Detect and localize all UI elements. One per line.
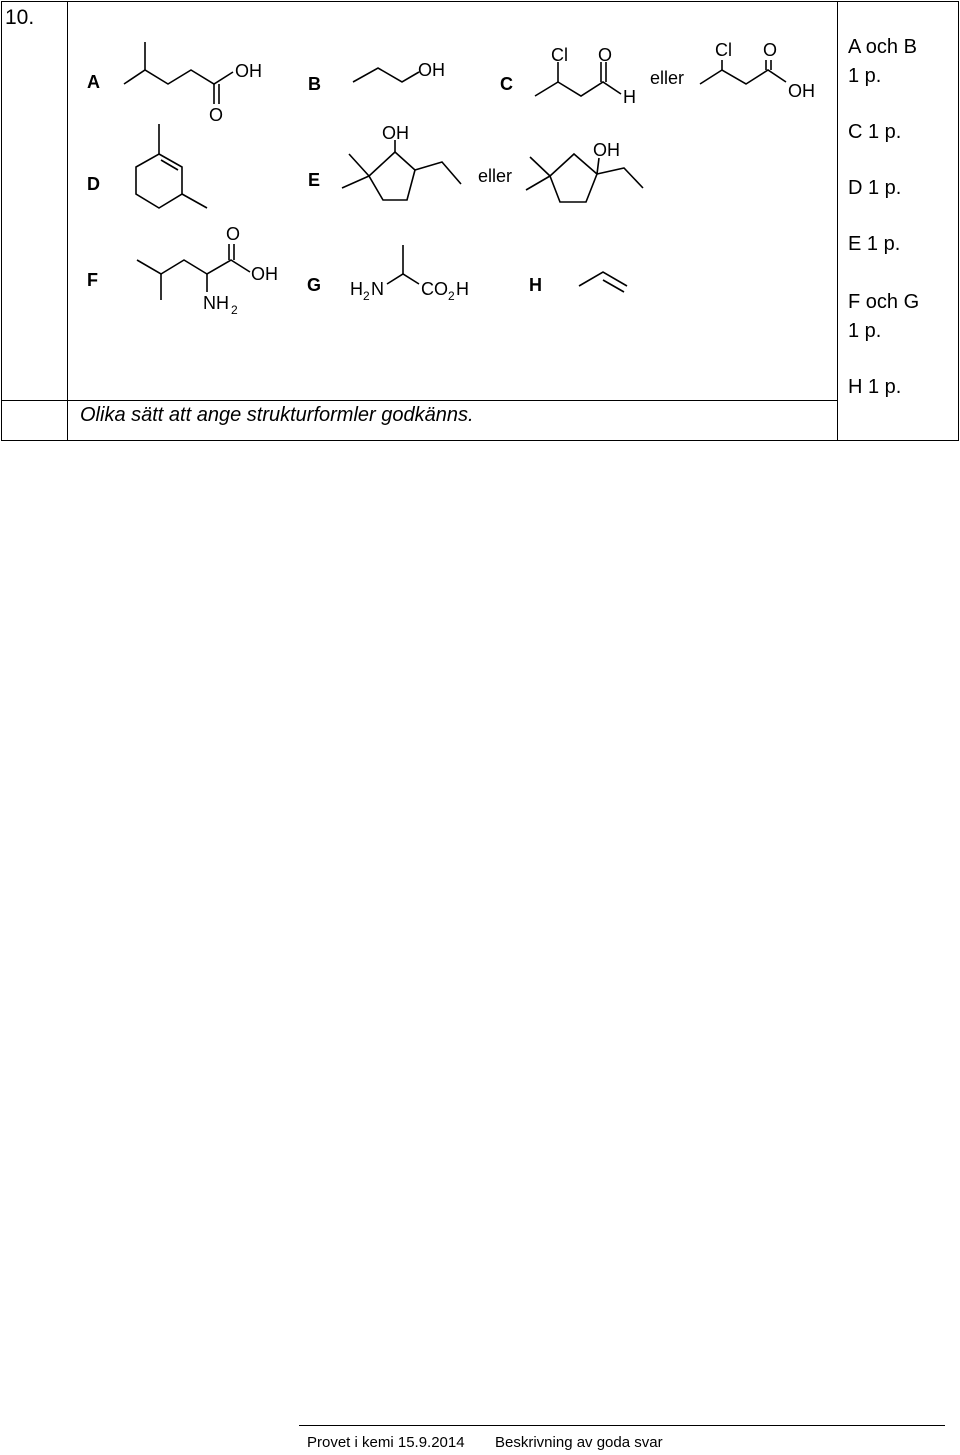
atom-h-g2: H [456, 279, 469, 299]
structure-a-skeleton [124, 70, 233, 84]
points-h: H 1 p. [848, 376, 902, 398]
atom-oh-c2: OH [788, 81, 815, 101]
atom-nh-f-sub: 2 [231, 303, 238, 317]
structure-e-alt-methyl-1 [530, 157, 550, 176]
atom-oh-a: OH [235, 61, 262, 81]
structure-d-double-bond [161, 160, 178, 170]
structure-e-ethyl [415, 162, 461, 184]
table-column-divider-1 [67, 1, 68, 441]
structure-b [308, 60, 445, 94]
atom-o-c1: O [598, 45, 613, 65]
atom-o-c2: O [763, 40, 778, 60]
table-row-divider [1, 400, 838, 401]
label-f: F [87, 270, 98, 290]
atom-cl-c1: Cl [551, 45, 568, 65]
table-border-left [1, 1, 2, 441]
label-g: G [307, 275, 322, 295]
table-border-right [958, 1, 959, 441]
structure-e-methyl-1 [349, 154, 369, 176]
atom-h-g-sub: 2 [363, 289, 370, 303]
structure-f-skeleton [137, 260, 250, 274]
label-c: C [500, 74, 513, 94]
atom-o-a: O [209, 105, 224, 125]
or-word-c: eller [650, 68, 685, 88]
footer-left: Provet i kemi 15.9.2014 [307, 1434, 465, 1451]
atom-nh-f: NH [203, 293, 229, 313]
structure-e-ring [369, 152, 415, 200]
structure-g [307, 245, 469, 303]
structure-c-skeleton [535, 82, 621, 96]
table-border-bottom [1, 440, 959, 441]
atom-co-g-sub: 2 [448, 289, 455, 303]
points-e: E 1 p. [848, 233, 901, 255]
structure-c [500, 40, 815, 107]
structure-h-skeleton [579, 272, 627, 286]
structure-d-ring [136, 154, 182, 208]
or-word-e: eller [478, 166, 513, 186]
structure-e-alt-ethyl [597, 168, 643, 188]
atom-oh-f: OH [251, 264, 278, 284]
points-fg-line1: F och G [848, 291, 920, 313]
footer-right: Beskrivning av goda svar [495, 1434, 663, 1451]
label-e: E [308, 170, 321, 190]
structure-c-alt-skeleton [700, 70, 786, 84]
atom-co-g: CO [421, 279, 448, 299]
footer-rule [299, 1425, 945, 1426]
structure-e-alt-ring [550, 154, 597, 202]
label-a: A [87, 72, 100, 92]
question-number: 10. [5, 6, 35, 29]
structure-e-alt-oh-bond [597, 158, 599, 174]
atom-oh-e2: OH [593, 140, 620, 160]
atom-n-g: N [371, 279, 384, 299]
structure-e [308, 123, 643, 202]
points-fg-line2: 1 p. [848, 320, 882, 342]
structure-e-methyl-2 [342, 176, 369, 188]
points-d: D 1 p. [848, 177, 902, 199]
structure-b-skeleton [353, 68, 419, 82]
points-c: C 1 p. [848, 121, 902, 143]
structure-a [87, 42, 262, 125]
points-ab-line2: 1 p. [848, 65, 882, 87]
structure-d [87, 124, 207, 208]
atom-h-g: H [350, 279, 363, 299]
label-h: H [529, 275, 542, 295]
structure-f [87, 224, 278, 317]
label-b: B [308, 74, 321, 94]
points-ab-line1: A och B [848, 36, 917, 58]
structure-e-alt-methyl-2 [526, 176, 550, 190]
structure-d-methyl-2 [182, 194, 207, 208]
structure-drawings [69, 2, 835, 398]
atom-o-f: O [226, 224, 241, 244]
label-d: D [87, 174, 100, 194]
table-column-divider-2 [837, 1, 838, 441]
atom-cl-c2: Cl [715, 40, 732, 60]
atom-oh-b: OH [418, 60, 445, 80]
answer-note: Olika sätt att ange strukturformler godkänns. [80, 404, 474, 426]
atom-oh-e1: OH [382, 123, 409, 143]
structure-g-skeleton [387, 274, 419, 284]
structure-h [529, 272, 627, 295]
atom-h-c1: H [623, 87, 636, 107]
